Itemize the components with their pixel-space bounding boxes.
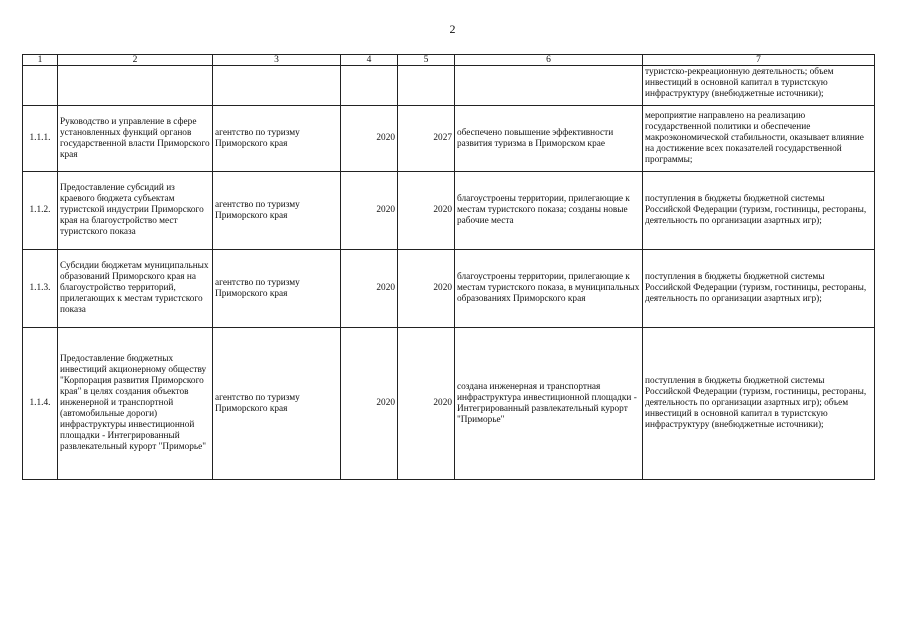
executor: агентство по туризму Приморского края <box>213 172 341 250</box>
header-cell: 6 <box>455 55 643 66</box>
header-cell: 7 <box>643 55 875 66</box>
header-cell: 3 <box>213 55 341 66</box>
header-cell: 1 <box>23 55 58 66</box>
row-index: 1.1.2. <box>23 172 58 250</box>
indicator-cell: поступления в бюджеты бюджетной системы Российской Федерации (туризм, гостиницы, рестораны, деятельность по организации азартных игр); <box>643 250 875 328</box>
indicator-cell: туристско-рекреационную деятельность; объем инвестиций в основной капитал в туристскую инфраструктуру (внебюджетные источники); <box>643 66 875 106</box>
indicator-cell: поступления в бюджеты бюджетной системы Российской Федерации (туризм, гостиницы, рестораны, деятельность по организации азартных игр); объем инвестиций в основной капитал в туристскую инфраструктуру (внебюджетные источники); <box>643 328 875 480</box>
indicator-cell: мероприятие направлено на реализацию государственной политики и обеспечение макроэкономической стабильности, оказывает влияние на достижение всех показателей государственной программы; <box>643 106 875 172</box>
page-number: 2 <box>449 22 456 36</box>
header-cell: 4 <box>341 55 398 66</box>
continuation-row <box>23 66 875 106</box>
row-index: 1.1.4. <box>23 328 58 480</box>
start-year: 2020 <box>341 172 398 250</box>
indicator-cell: поступления в бюджеты бюджетной системы Российской Федерации (туризм, гостиницы, рестораны, деятельность по организации азартных игр); <box>643 172 875 250</box>
end-year: 2020 <box>398 250 455 328</box>
empty-cell <box>213 66 341 106</box>
table-row <box>23 250 875 328</box>
activity-name: Руководство и управление в сфере установленных функций органов государственной власти Приморского края <box>58 106 213 172</box>
end-year: 2020 <box>398 328 455 480</box>
activity-name: Предоставление субсидий из краевого бюджета субъектам туристской индустрии Приморского края на благоустройство мест туристского показа <box>58 172 213 250</box>
activity-name: Субсидии бюджетам муниципальных образований Приморского края на благоустройство территорий, прилегающих к местам туристского показа <box>58 250 213 328</box>
start-year: 2020 <box>341 106 398 172</box>
row-index: 1.1.3. <box>23 250 58 328</box>
executor: агентство по туризму Приморского края <box>213 106 341 172</box>
header-row <box>23 55 875 66</box>
expected-result: благоустроены территории, прилегающие к местам туристского показа, в муниципальных образованиях Приморского края <box>455 250 643 328</box>
table-row <box>23 328 875 480</box>
row-index: 1.1.1. <box>23 106 58 172</box>
empty-cell <box>398 66 455 106</box>
expected-result: создана инженерная и транспортная инфраструктура инвестиционной площадки - Интегрированный развлекательный курорт "Приморье" <box>455 328 643 480</box>
end-year: 2020 <box>398 172 455 250</box>
empty-cell <box>455 66 643 106</box>
table-row <box>23 172 875 250</box>
activity-name: Предоставление бюджетных инвестиций акционерному обществу "Корпорация развития Приморского края" в целях создания объектов инженерной и транспортной (автомобильные дороги) инфраструктуры инвестиционной площадки - Интегрированный развлекательный курорт "Приморье" <box>58 328 213 480</box>
empty-cell <box>58 66 213 106</box>
expected-result: обеспечено повышение эффективности развития туризма в Приморском крае <box>455 106 643 172</box>
start-year: 2020 <box>341 250 398 328</box>
executor: агентство по туризму Приморского края <box>213 328 341 480</box>
header-cell: 2 <box>58 55 213 66</box>
header-cell: 5 <box>398 55 455 66</box>
empty-cell <box>23 66 58 106</box>
start-year: 2020 <box>341 328 398 480</box>
end-year: 2027 <box>398 106 455 172</box>
activities-table <box>22 54 875 480</box>
executor: агентство по туризму Приморского края <box>213 250 341 328</box>
table-row <box>23 106 875 172</box>
empty-cell <box>341 66 398 106</box>
expected-result: благоустроены территории, прилегающие к местам туристского показа; созданы новые рабочие места <box>455 172 643 250</box>
